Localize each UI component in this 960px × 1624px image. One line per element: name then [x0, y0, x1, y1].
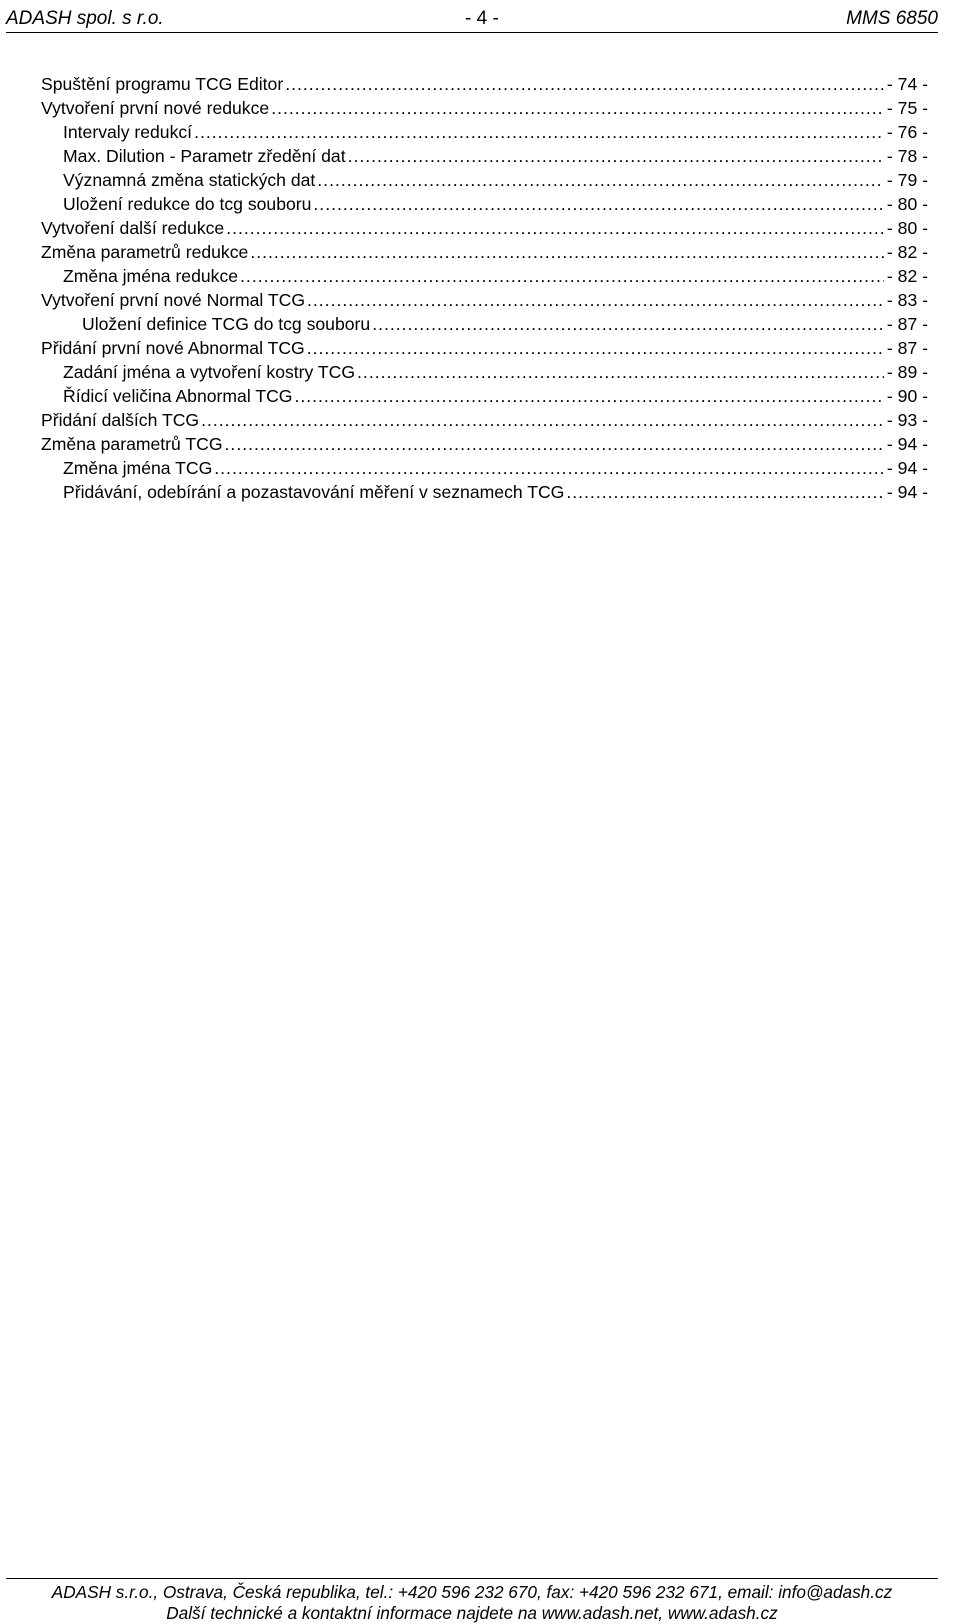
- toc-entry-title: Vytvoření první nové Normal TCG: [41, 290, 306, 310]
- toc-entry[interactable]: [41, 312, 928, 336]
- toc-entry-title: Max. Dilution - Parametr zředění dat: [63, 146, 346, 166]
- toc-dot-leader: [226, 216, 884, 240]
- toc-dot-leader: [348, 144, 884, 168]
- toc-entry-page: - 79 -: [886, 170, 928, 190]
- toc-entry-title: Uložení definice TCG do tcg souboru: [82, 314, 371, 334]
- toc-entry-title: Uložení redukce do tcg souboru: [63, 194, 312, 214]
- toc-entry[interactable]: [41, 264, 928, 288]
- toc-dot-leader: [357, 360, 884, 384]
- toc-entry-page: - 93 -: [886, 410, 928, 430]
- toc-entry[interactable]: [41, 384, 928, 408]
- toc-dot-leader: [307, 288, 884, 312]
- toc-dot-leader: [240, 264, 884, 288]
- toc-entry-page: - 78 -: [886, 146, 928, 166]
- toc-entry-page: - 75 -: [886, 98, 928, 118]
- toc-entry-title: Přidávání, odebírání a pozastavování měření v seznamech TCG: [63, 482, 565, 502]
- toc-entry-page: - 82 -: [886, 242, 928, 262]
- toc-entry[interactable]: [41, 288, 928, 312]
- toc-dot-leader: [194, 120, 884, 144]
- toc-entry-page: - 76 -: [886, 122, 928, 142]
- toc-entry-title: Významná změna statických dat: [63, 170, 316, 190]
- toc-entry-page: - 87 -: [886, 314, 928, 334]
- toc-entry-title: Změna parametrů redukce: [41, 242, 249, 262]
- toc-entry[interactable]: [41, 408, 928, 432]
- toc-entry-title: Přidání první nové Abnormal TCG: [41, 338, 305, 358]
- toc-entry[interactable]: [41, 360, 928, 384]
- toc-entry[interactable]: [41, 168, 928, 192]
- toc-entry[interactable]: [41, 432, 928, 456]
- toc-dot-leader: [225, 432, 884, 456]
- toc-entry-title: Změna jména redukce: [63, 266, 239, 286]
- header-company: ADASH spol. s r.o.: [6, 8, 164, 29]
- toc-dot-leader: [214, 456, 884, 480]
- footer-contact-line: ADASH s.r.o., Ostrava, Česká republika, tel.: +420 596 232 670, fax: +420 596 232 671, email: info@adash.cz: [51, 1582, 893, 1602]
- toc-entry-title: Vytvoření první nové redukce: [41, 98, 270, 118]
- toc-entry[interactable]: [41, 192, 928, 216]
- toc-entry[interactable]: [41, 216, 928, 240]
- toc-dot-leader: [313, 192, 884, 216]
- toc-entry-page: - 89 -: [886, 362, 928, 382]
- toc-dot-leader: [250, 240, 884, 264]
- toc-entry[interactable]: [41, 120, 928, 144]
- header-page-number: - 4 -: [465, 8, 499, 29]
- toc-entry-page: - 94 -: [886, 482, 928, 502]
- toc-entry-page: - 87 -: [886, 338, 928, 358]
- toc-dot-leader: [285, 72, 884, 96]
- table-of-contents: [41, 72, 928, 504]
- page-header: [6, 6, 938, 33]
- toc-entry-title: Spuštění programu TCG Editor: [41, 74, 284, 94]
- footer-web-line: Další technické a kontaktní informace najdete na www.adash.net, www.adash.cz: [166, 1603, 778, 1623]
- toc-entry-title: Řídicí veličina Abnormal TCG: [63, 386, 293, 406]
- toc-dot-leader: [201, 408, 884, 432]
- toc-entry-page: - 94 -: [886, 458, 928, 478]
- toc-dot-leader: [271, 96, 884, 120]
- header-product: MMS 6850: [846, 8, 938, 29]
- toc-entry-title: Změna parametrů TCG: [41, 434, 223, 454]
- toc-entry-title: Intervaly redukcí: [63, 122, 193, 142]
- toc-entry-page: - 90 -: [886, 386, 928, 406]
- page-footer: [6, 1578, 938, 1624]
- toc-entry[interactable]: [41, 480, 928, 504]
- toc-entry[interactable]: [41, 336, 928, 360]
- toc-dot-leader: [566, 480, 884, 504]
- toc-entry[interactable]: [41, 456, 928, 480]
- toc-entry-page: - 80 -: [886, 194, 928, 214]
- toc-entry[interactable]: [41, 144, 928, 168]
- toc-entry-title: Změna jména TCG: [63, 458, 213, 478]
- toc-entry[interactable]: [41, 96, 928, 120]
- toc-entry-title: Zadání jména a vytvoření kostry TCG: [63, 362, 356, 382]
- toc-dot-leader: [294, 384, 883, 408]
- toc-entry-page: - 83 -: [886, 290, 928, 310]
- toc-entry-title: Přidání dalších TCG: [41, 410, 200, 430]
- toc-entry-page: - 74 -: [886, 74, 928, 94]
- toc-entry[interactable]: [41, 240, 928, 264]
- toc-dot-leader: [307, 336, 884, 360]
- toc-dot-leader: [372, 312, 884, 336]
- toc-entry-page: - 80 -: [886, 218, 928, 238]
- toc-dot-leader: [317, 168, 884, 192]
- toc-entry-title: Vytvoření další redukce: [41, 218, 225, 238]
- toc-entry-page: - 82 -: [886, 266, 928, 286]
- toc-entry-page: - 94 -: [886, 434, 928, 454]
- toc-entry[interactable]: [41, 72, 928, 96]
